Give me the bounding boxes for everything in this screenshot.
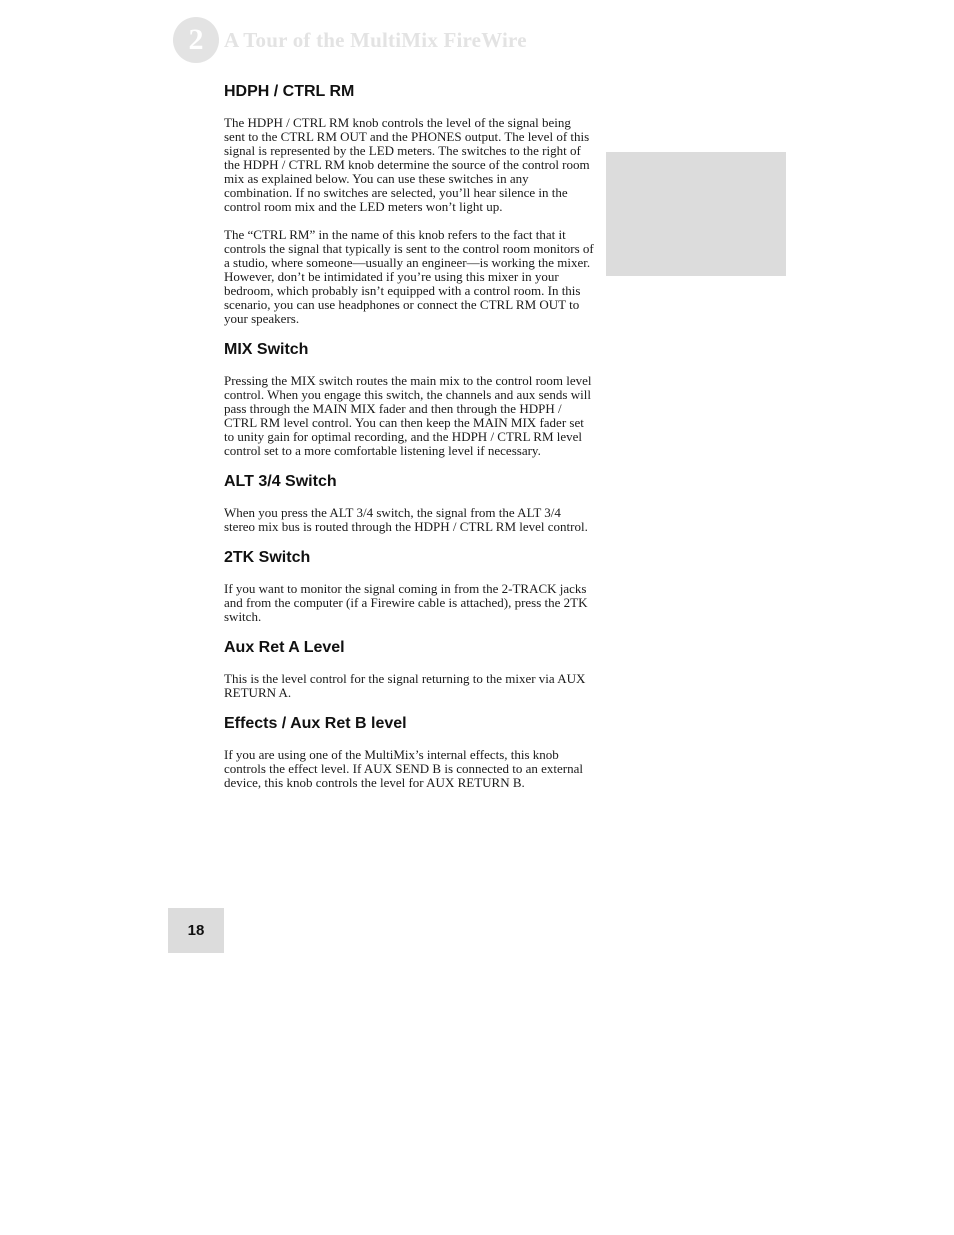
chapter-number-badge (173, 17, 219, 63)
section-mix-switch (224, 340, 594, 458)
page-number-box (168, 908, 224, 953)
section-alt-3-4-switch (224, 472, 594, 534)
section-heading: Aux Ret A Level (224, 639, 345, 656)
section-paragraph: The “CTRL RM” in the name of this knob refers to the fact that it controls the signal that typically is sent to the control room monitors of a studio, where someone—usually an engineer—is working the mixer. However, don’t be intimidated if you’re using this mixer in your bedroom, which probably isn’t equipped with a control room. In this scenario, you can use headphones or connect the CTRL RM OUT to your speakers. (224, 227, 594, 326)
section-effects-aux-ret-b-level (224, 714, 594, 790)
section-paragraph: The HDPH / CTRL RM knob controls the level of the signal being sent to the CTRL RM OUT and the PHONES output. The level of this signal is represented by the LED meters. The switches to the right of the HDPH / CTRL RM knob determine the source of the control room mix as explained below. You can use these switches in any combination. If no switches are selected, you’ll hear silence in the control room mix and the LED meters won’t light up. (224, 115, 590, 214)
section-2tk-switch (224, 548, 594, 624)
chapter-title: A Tour of the MultiMix FireWire (224, 27, 527, 52)
page-number: 18 (187, 922, 205, 939)
section-aux-ret-a-level (224, 638, 594, 700)
chapter-header (173, 17, 527, 63)
main-content (224, 80, 594, 804)
section-heading: MIX Switch (224, 341, 309, 358)
chapter-number: 2 (188, 23, 204, 56)
section-paragraph: When you press the ALT 3/4 switch, the signal from the ALT 3/4 stereo mix bus is routed through the HDPH / CTRL RM level control. (224, 505, 588, 534)
section-hdph-ctrl-rm (224, 82, 594, 326)
section-paragraph: This is the level control for the signal returning to the mixer via AUX RETURN A. (224, 671, 586, 700)
section-heading: HDPH / CTRL RM (224, 83, 355, 100)
section-paragraph: Pressing the MIX switch routes the main mix to the control room level control. When you engage this switch, the channels and aux sends will pass through the MAIN MIX fader and then through the HDPH / CTRL RM level control. You can then keep the MAIN MIX fader set to unity gain for optimal recording, and the HDPH / CTRL RM level control set to a more comfortable listening level if necessary. (224, 373, 592, 458)
section-paragraph: If you want to monitor the signal coming in from the 2-TRACK jacks and from the computer (if a Firewire cable is attached), press the 2TK switch. (224, 581, 588, 624)
sidebar-placeholder-box (606, 152, 786, 276)
section-heading: ALT 3/4 Switch (224, 473, 337, 490)
section-heading: 2TK Switch (224, 549, 311, 566)
section-heading: Effects / Aux Ret B level (224, 715, 407, 732)
section-paragraph: If you are using one of the MultiMix’s internal effects, this knob controls the effect level. If AUX SEND B is connected to an external device, this knob controls the level for AUX RETURN B. (224, 747, 583, 790)
